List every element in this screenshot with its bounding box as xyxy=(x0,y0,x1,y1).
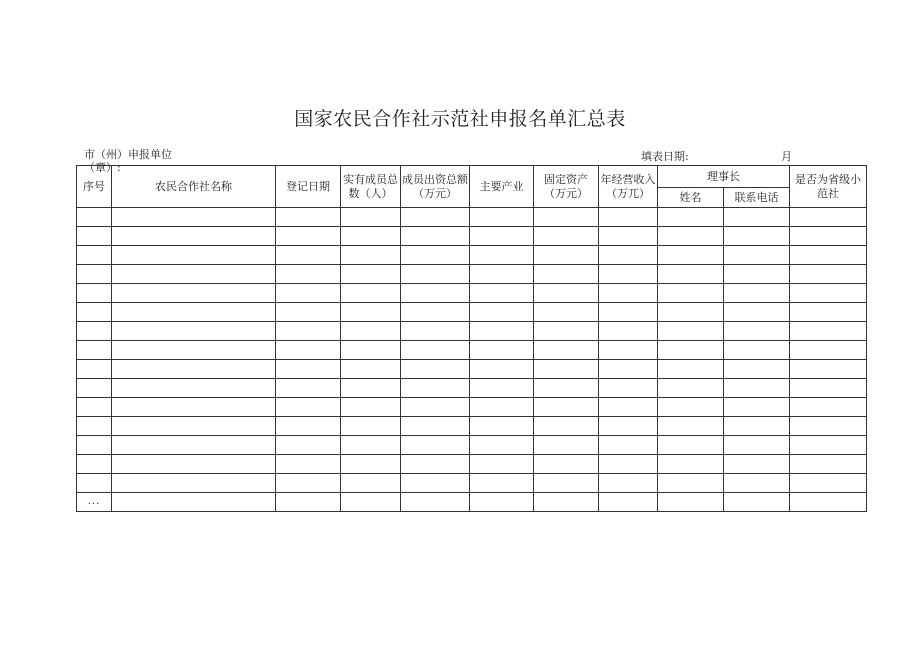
table-cell[interactable] xyxy=(599,360,658,379)
table-cell[interactable] xyxy=(112,474,276,493)
table-cell[interactable] xyxy=(724,303,790,322)
table-cell[interactable] xyxy=(658,227,724,246)
table-cell[interactable] xyxy=(534,417,599,436)
table-cell[interactable] xyxy=(401,379,470,398)
table-cell[interactable] xyxy=(724,493,790,512)
table-cell[interactable] xyxy=(112,265,276,284)
table-row xyxy=(77,265,867,284)
table-cell[interactable] xyxy=(470,303,534,322)
table-cell[interactable] xyxy=(341,398,401,417)
table-cell[interactable] xyxy=(599,493,658,512)
table-cell[interactable] xyxy=(658,322,724,341)
table-cell[interactable] xyxy=(77,398,112,417)
table-cell[interactable] xyxy=(534,455,599,474)
table-cell[interactable] xyxy=(470,227,534,246)
table-cell[interactable] xyxy=(112,417,276,436)
table-cell[interactable] xyxy=(77,227,112,246)
table-cell[interactable] xyxy=(470,360,534,379)
table-cell[interactable] xyxy=(112,379,276,398)
table-cell[interactable] xyxy=(276,284,341,303)
table-cell[interactable] xyxy=(599,455,658,474)
table-cell[interactable] xyxy=(112,398,276,417)
table-cell[interactable] xyxy=(658,303,724,322)
table-cell[interactable] xyxy=(401,246,470,265)
table-cell[interactable] xyxy=(534,436,599,455)
table-cell[interactable] xyxy=(77,322,112,341)
table-cell[interactable] xyxy=(276,265,341,284)
table-cell[interactable] xyxy=(341,436,401,455)
table-cell[interactable] xyxy=(77,379,112,398)
table-cell[interactable] xyxy=(470,436,534,455)
table-cell[interactable] xyxy=(790,398,867,417)
table-cell[interactable] xyxy=(724,227,790,246)
table-row xyxy=(77,246,867,265)
table-cell[interactable] xyxy=(401,436,470,455)
date-label: 填表日期: xyxy=(641,150,689,163)
table-row xyxy=(77,493,867,512)
table-cell[interactable] xyxy=(724,455,790,474)
table-cell[interactable] xyxy=(790,303,867,322)
table-cell[interactable] xyxy=(401,474,470,493)
table-cell[interactable] xyxy=(724,341,790,360)
table-cell[interactable] xyxy=(534,493,599,512)
table-cell[interactable] xyxy=(276,379,341,398)
table-cell[interactable] xyxy=(341,360,401,379)
table-cell[interactable] xyxy=(401,398,470,417)
table-cell[interactable] xyxy=(77,436,112,455)
table-cell[interactable] xyxy=(599,265,658,284)
table-row xyxy=(77,398,867,417)
table-row xyxy=(77,474,867,493)
table-cell[interactable] xyxy=(599,322,658,341)
table-cell[interactable] xyxy=(658,493,724,512)
table-cell[interactable] xyxy=(341,379,401,398)
table-cell[interactable] xyxy=(724,322,790,341)
table-cell[interactable] xyxy=(77,303,112,322)
table-cell[interactable] xyxy=(112,341,276,360)
table-cell[interactable] xyxy=(534,360,599,379)
table-cell[interactable] xyxy=(724,436,790,455)
table-cell[interactable] xyxy=(341,227,401,246)
table-row xyxy=(77,227,867,246)
table-cell[interactable] xyxy=(276,227,341,246)
table-cell[interactable] xyxy=(470,341,534,360)
table-cell[interactable] xyxy=(534,208,599,227)
table-cell[interactable] xyxy=(724,246,790,265)
table-cell[interactable] xyxy=(276,246,341,265)
header-industry: 主要产业 xyxy=(470,166,534,208)
table-cell[interactable] xyxy=(77,284,112,303)
table-cell[interactable] xyxy=(341,417,401,436)
table-cell[interactable] xyxy=(658,398,724,417)
table-row xyxy=(77,379,867,398)
table-cell[interactable] xyxy=(658,284,724,303)
table-cell[interactable] xyxy=(276,341,341,360)
header-chairman: 理事长 xyxy=(658,166,790,188)
row-seq-ellipsis: ... xyxy=(77,493,112,512)
table-cell[interactable] xyxy=(790,474,867,493)
table-cell[interactable] xyxy=(341,474,401,493)
table-cell[interactable] xyxy=(790,246,867,265)
month-label: 月 xyxy=(781,150,792,163)
table-cell[interactable] xyxy=(724,284,790,303)
header-reg-date: 登记日期 xyxy=(276,166,341,208)
table-body xyxy=(77,208,867,512)
table-cell[interactable] xyxy=(724,208,790,227)
table-cell[interactable] xyxy=(534,284,599,303)
table-row xyxy=(77,455,867,474)
table-cell[interactable] xyxy=(341,246,401,265)
table-cell[interactable] xyxy=(341,322,401,341)
table-cell[interactable] xyxy=(341,265,401,284)
table-cell[interactable] xyxy=(470,398,534,417)
table-cell[interactable] xyxy=(658,208,724,227)
table-cell[interactable] xyxy=(599,227,658,246)
table-cell[interactable] xyxy=(276,474,341,493)
table-cell[interactable] xyxy=(534,265,599,284)
table-cell[interactable] xyxy=(77,417,112,436)
table-cell[interactable] xyxy=(341,303,401,322)
header-seq: 序号 xyxy=(77,166,112,208)
table-cell[interactable] xyxy=(401,208,470,227)
table-cell[interactable] xyxy=(534,322,599,341)
table-cell[interactable] xyxy=(112,246,276,265)
table-cell[interactable] xyxy=(790,227,867,246)
table-cell[interactable] xyxy=(470,246,534,265)
table-cell[interactable] xyxy=(724,474,790,493)
table-cell[interactable] xyxy=(112,493,276,512)
table-cell[interactable] xyxy=(599,436,658,455)
table-cell[interactable] xyxy=(112,436,276,455)
table-cell[interactable] xyxy=(276,322,341,341)
table-row xyxy=(77,208,867,227)
table-cell[interactable] xyxy=(341,455,401,474)
table-cell[interactable] xyxy=(341,493,401,512)
table-cell[interactable] xyxy=(77,341,112,360)
header-provincial: 是否为省级小范社 xyxy=(790,166,867,208)
table-cell[interactable] xyxy=(401,417,470,436)
table-cell[interactable] xyxy=(599,284,658,303)
table-cell[interactable] xyxy=(790,379,867,398)
unit-label-line2: （章）: xyxy=(84,161,121,174)
table-cell[interactable] xyxy=(276,360,341,379)
table-cell[interactable] xyxy=(470,417,534,436)
table-cell[interactable] xyxy=(658,436,724,455)
table-cell[interactable] xyxy=(470,455,534,474)
table-cell[interactable] xyxy=(534,246,599,265)
header-revenue: 年经营收入（万兀） xyxy=(599,166,658,208)
table-cell[interactable] xyxy=(790,455,867,474)
table-cell[interactable] xyxy=(658,246,724,265)
table-cell[interactable] xyxy=(470,493,534,512)
table-cell[interactable] xyxy=(341,208,401,227)
table-cell[interactable] xyxy=(401,322,470,341)
table-cell[interactable] xyxy=(724,398,790,417)
table-cell[interactable] xyxy=(470,379,534,398)
table-cell[interactable] xyxy=(470,208,534,227)
table-cell[interactable] xyxy=(658,360,724,379)
table-cell[interactable] xyxy=(790,417,867,436)
table-row xyxy=(77,417,867,436)
table-cell[interactable] xyxy=(599,379,658,398)
table-row xyxy=(77,436,867,455)
header-coop-name: 农民合作社名称 xyxy=(112,166,276,208)
table-cell[interactable] xyxy=(470,322,534,341)
table-cell[interactable] xyxy=(658,265,724,284)
table-cell[interactable] xyxy=(599,417,658,436)
table-cell[interactable] xyxy=(401,455,470,474)
table-cell[interactable] xyxy=(599,208,658,227)
table-cell[interactable] xyxy=(401,265,470,284)
table-cell[interactable] xyxy=(341,341,401,360)
table-cell[interactable] xyxy=(790,436,867,455)
table-cell[interactable] xyxy=(77,360,112,379)
table-cell[interactable] xyxy=(401,360,470,379)
table-cell[interactable] xyxy=(401,341,470,360)
table-cell[interactable] xyxy=(112,322,276,341)
table-cell[interactable] xyxy=(276,417,341,436)
summary-table xyxy=(76,165,867,512)
table-cell[interactable] xyxy=(790,341,867,360)
table-row xyxy=(77,284,867,303)
table-cell[interactable] xyxy=(276,208,341,227)
table-cell[interactable] xyxy=(790,265,867,284)
unit-label-line1: 市（州）申报单位 xyxy=(84,148,172,161)
table-cell[interactable] xyxy=(276,398,341,417)
table-cell[interactable] xyxy=(276,493,341,512)
header-chairman-phone: 联系电话 xyxy=(724,188,790,208)
table-cell[interactable] xyxy=(534,398,599,417)
table-cell[interactable] xyxy=(724,360,790,379)
header-fixed-assets: 固定资产（万元） xyxy=(534,166,599,208)
table-cell[interactable] xyxy=(724,379,790,398)
table-cell[interactable] xyxy=(658,474,724,493)
table-row xyxy=(77,303,867,322)
header-chairman-name: 姓名 xyxy=(658,188,724,208)
header-capital: 成员出资总额（万元） xyxy=(401,166,470,208)
table-cell[interactable] xyxy=(534,303,599,322)
table-cell[interactable] xyxy=(112,284,276,303)
table-cell[interactable] xyxy=(790,493,867,512)
table-cell[interactable] xyxy=(276,303,341,322)
table-cell[interactable] xyxy=(658,379,724,398)
table-cell[interactable] xyxy=(77,455,112,474)
table-cell[interactable] xyxy=(534,474,599,493)
table-cell[interactable] xyxy=(724,417,790,436)
table-cell[interactable] xyxy=(77,246,112,265)
table-cell[interactable] xyxy=(276,455,341,474)
table-cell[interactable] xyxy=(77,474,112,493)
table-cell[interactable] xyxy=(112,208,276,227)
table-cell[interactable] xyxy=(790,322,867,341)
table-cell[interactable] xyxy=(401,227,470,246)
table-cell[interactable] xyxy=(77,265,112,284)
table-cell[interactable] xyxy=(276,436,341,455)
header-members: 实有成员总数（人） xyxy=(341,166,401,208)
table-cell[interactable] xyxy=(599,303,658,322)
table-cell[interactable] xyxy=(534,341,599,360)
table-cell[interactable] xyxy=(341,284,401,303)
table-cell[interactable] xyxy=(790,284,867,303)
table-row xyxy=(77,360,867,379)
table-cell[interactable] xyxy=(658,417,724,436)
table-cell[interactable] xyxy=(658,341,724,360)
table-cell[interactable] xyxy=(599,474,658,493)
table-cell[interactable] xyxy=(599,246,658,265)
table-cell[interactable] xyxy=(658,455,724,474)
table-cell[interactable] xyxy=(790,360,867,379)
table-row xyxy=(77,341,867,360)
table-cell[interactable] xyxy=(112,455,276,474)
table-cell[interactable] xyxy=(470,474,534,493)
table-cell[interactable] xyxy=(599,341,658,360)
table-cell[interactable] xyxy=(112,303,276,322)
page-title: 国家农民合作社示范社申报名单汇总表 xyxy=(294,108,626,130)
table-cell[interactable] xyxy=(534,227,599,246)
table-cell[interactable] xyxy=(470,284,534,303)
table-cell[interactable] xyxy=(112,227,276,246)
table-cell[interactable] xyxy=(401,303,470,322)
table-cell[interactable] xyxy=(470,265,534,284)
table-cell[interactable] xyxy=(401,493,470,512)
table-cell[interactable] xyxy=(790,208,867,227)
table-cell[interactable] xyxy=(401,284,470,303)
table-cell[interactable] xyxy=(112,360,276,379)
table-cell[interactable] xyxy=(534,379,599,398)
table-cell[interactable] xyxy=(724,265,790,284)
table-cell[interactable] xyxy=(77,208,112,227)
table-row xyxy=(77,322,867,341)
table-cell[interactable] xyxy=(599,398,658,417)
